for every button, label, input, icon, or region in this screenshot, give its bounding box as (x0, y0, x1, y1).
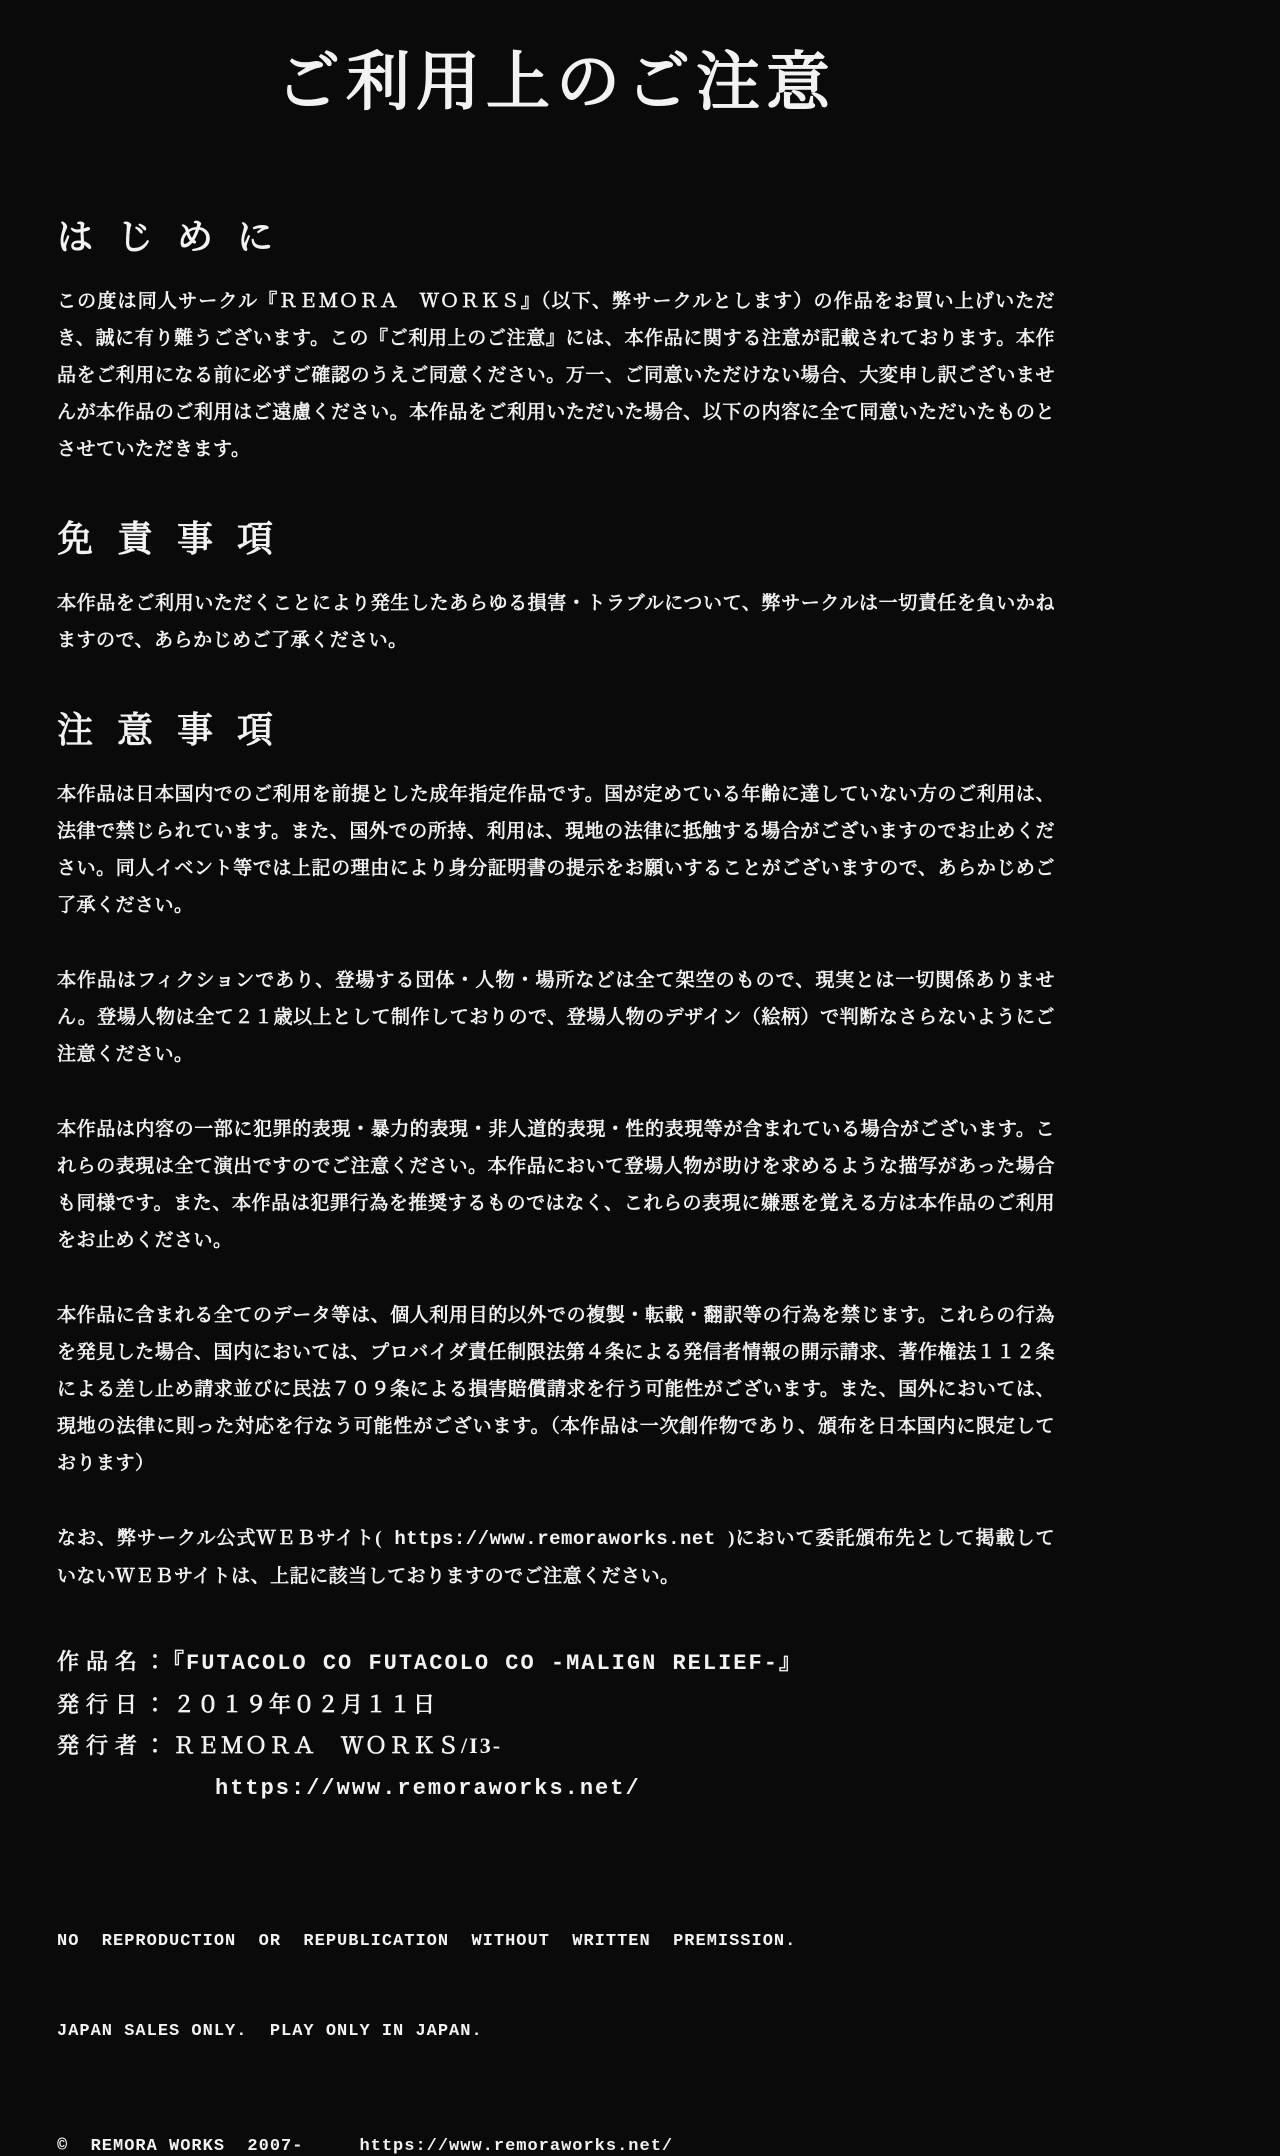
work-title-value: 『FUTACOLO CO FUTACOLO CO -MALIGN RELIEF-』 (173, 1650, 803, 1676)
colophon-row-url (57, 1766, 1055, 1809)
caution-paragraph-age-restriction: 本作品は日本国内でのご利用を前提とした成年指定作品です。国が定めている年齢に達していない方のご利用は、法律で禁じられています。また、国外での所持、利用は、現地の法律に抵触する場合がございますのでお止めください。同人イベント等では上記の理由により身分証明書の提示をお願いすることがございますので、あらかじめご了承ください。 (57, 783, 1055, 916)
copyright-line: © REMORA WORKS 2007- https://www.remoraworks.net/ (57, 2136, 674, 2156)
section-heading-cautions: 注意事項 (57, 709, 298, 750)
reproduction-notice-line-1: NO REPRODUCTION OR REPUBLICATION WITHOUT WRITTEN PREMISSION. (57, 1931, 797, 1951)
section-heading-introduction: はじめに (57, 217, 298, 258)
colophon-row-title (57, 1641, 1055, 1684)
caution-paragraph-fiction: 本作品はフィクションであり、登場する団体・人物・場所などは全て架空のもので、現実とは一切関係ありません。登場人物は全て２１歳以上として制作しておりので、登場人物のデザイン（絵柄）で判断なさらないようにご注意ください。 (57, 969, 1055, 1065)
reproduction-notice (57, 1867, 1055, 2107)
section-disclaimer (57, 516, 1055, 659)
website-notice-pre: なお、弊サークル公式ＷＥＢサイト( (57, 1527, 382, 1549)
colophon-row-publisher (57, 1725, 1055, 1766)
disclaimer-paragraph: 本作品をご利用いただくことにより発生したあらゆる損害・トラブルについて、弊サークルは一切責任を負いかねますので、あらかじめご了承ください。 (57, 592, 1055, 651)
publisher-value: ＲＥＭＯＲＡ ＷＯＲＫＳ/I3- (173, 1732, 503, 1758)
section-introduction (57, 214, 1055, 468)
colophon (57, 1641, 1055, 1809)
page-title: ご利用上のご注意 (276, 47, 836, 118)
publisher-label: 発行者： (57, 1732, 174, 1758)
official-website-url: https://www.remoraworks.net (381, 1527, 729, 1550)
publish-date-value: ２０１９年０２月１１日 (173, 1691, 438, 1717)
reproduction-notice-line-2: JAPAN SALES ONLY. PLAY ONLY IN JAPAN. (57, 2021, 483, 2041)
caution-paragraph-copyright: 本作品に含まれる全てのデータ等は、個人利用目的以外での複製・転載・翻訳等の行為を禁じます。これらの行為を発見した場合、国内においては、プロバイダ責任制限法第４条による発信者情報の開示請求、著作権法１１２条による差し止め請求並びに民法７０９条による損害賠償請求を行う可能性がございます。また、国外においては、現地の法律に則った対応を行なう可能性がございます。（本作品は一次創作物であり、頒布を日本国内に限定しております） (57, 1304, 1055, 1474)
introduction-paragraph: この度は同人サークル『ＲＥＭＯＲＡ ＷＯＲＫＳ』（以下、弊サークルとします）の作品をお買い上げいただき、誠に有り難うございます。この『ご利用上のご注意』には、本作品に関する注意が記載されております。本作品をご利用になる前に必ずご確認のうえご同意ください。万一、ご同意いただけない場合、大変申し訳ございませんが本作品のご利用はご遠慮ください。本作品をご利用いただいた場合、以下の内容に全て同意いただいたものとさせていただきます。 (57, 291, 1055, 461)
publisher-website-url: https://www.remoraworks.net/ (215, 1775, 641, 1801)
caution-paragraph-expressions: 本作品は内容の一部に犯罪的表現・暴力的表現・非人道的表現・性的表現等が含まれている場合がございます。これらの表現は全て演出ですのでご注意ください。本作品において登場人物が助けを求めるような描写があった場合も同様です。また、本作品は犯罪行為を推奨するものではなく、これらの表現に嫌悪を覚える方は本作品のご利用をお止めください。 (57, 1118, 1055, 1251)
work-title-label: 作品名： (57, 1648, 174, 1674)
section-heading-disclaimer: 免責事項 (57, 519, 298, 560)
caution-paragraph-website (57, 1520, 1055, 1595)
website-notice-post: )において委託頒布先として掲載していないＷＥＢサイトは、上記に該当しておりますのでご注意ください。 (57, 1527, 1056, 1587)
publish-date-label: 発行日： (57, 1691, 174, 1717)
colophon-row-date (57, 1684, 1055, 1725)
section-cautions (57, 707, 1055, 1595)
